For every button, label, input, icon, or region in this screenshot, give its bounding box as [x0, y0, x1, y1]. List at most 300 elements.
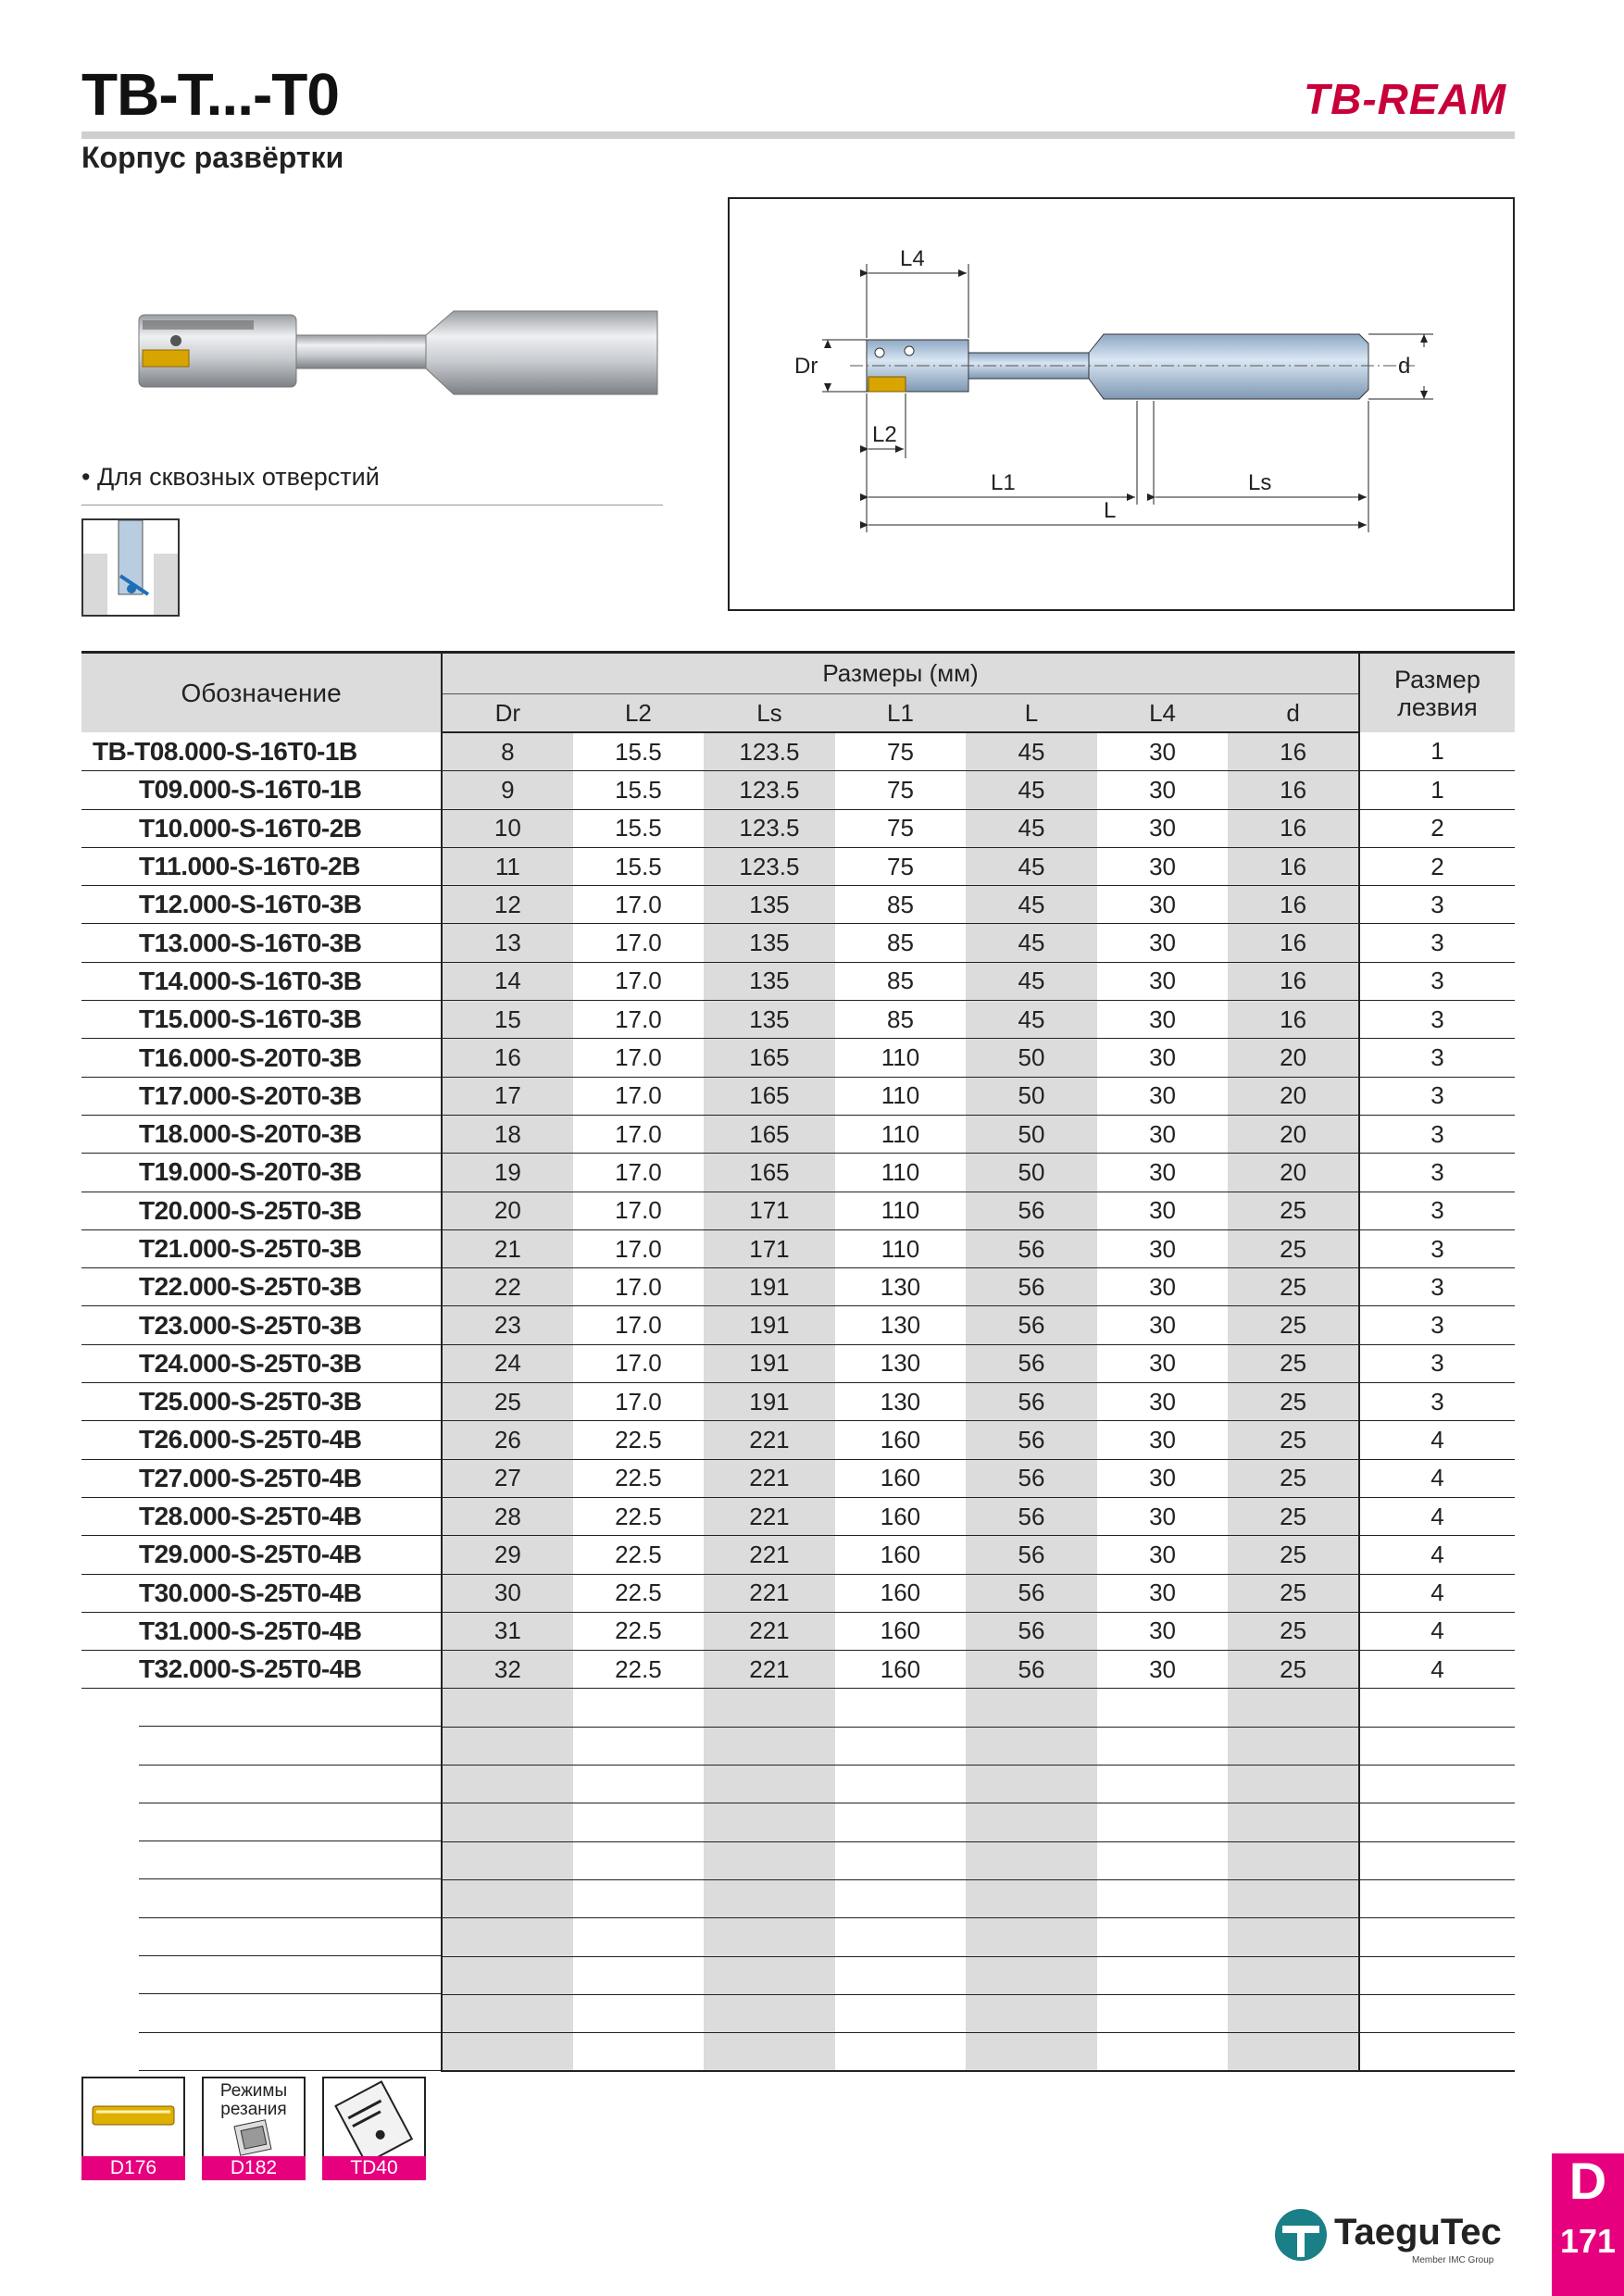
dimension-cell-dr: 9: [442, 771, 573, 809]
dimension-cell-ls: 191: [704, 1383, 835, 1421]
dimension-cell-l2: 22.5: [573, 1536, 705, 1574]
dimension-cell-l: 45: [966, 886, 1097, 924]
blank-row: [81, 1918, 1515, 1956]
empty-cell: [1097, 1918, 1229, 1956]
dimension-cell-l: 56: [966, 1192, 1097, 1229]
empty-cell: [704, 1956, 835, 1994]
dimension-cell-l1: 160: [835, 1651, 967, 1689]
dimension-cell-l4: 30: [1097, 1192, 1229, 1229]
empty-cell: [1359, 1803, 1515, 1841]
table-row: [81, 1459, 1515, 1497]
designation-code: T12.000-S-16T0-3B: [139, 890, 362, 919]
dimension-cell-d: 25: [1228, 1192, 1359, 1229]
dimension-cell-ls: 191: [704, 1268, 835, 1306]
designation-code: T08.000-S-16T0-1B: [134, 736, 357, 766]
empty-cell: [442, 1689, 573, 1727]
table-row: [81, 847, 1515, 885]
reference-insert[interactable]: [81, 2077, 185, 2180]
designation-cell: [81, 962, 442, 1000]
dimension-cell-ls: 221: [704, 1421, 835, 1459]
empty-cell: [1228, 1841, 1359, 1879]
designation-cell: [81, 1766, 442, 1803]
blank-row: [81, 1841, 1515, 1879]
dimension-cell-l1: 110: [835, 1192, 967, 1229]
dimension-cell-ls: 171: [704, 1192, 835, 1229]
empty-cell: [1359, 1956, 1515, 1994]
empty-cell: [573, 1766, 705, 1803]
blank-row: [81, 1727, 1515, 1765]
empty-cell: [704, 1689, 835, 1727]
dimension-cell-ls: 165: [704, 1115, 835, 1153]
empty-cell: [442, 1879, 573, 1917]
dimension-cell-l: 56: [966, 1344, 1097, 1382]
table-row: [81, 1383, 1515, 1421]
edge-size-cell: 2: [1359, 809, 1515, 847]
empty-cell: [966, 2033, 1097, 2072]
dimension-cell-l2: 17.0: [573, 886, 705, 924]
dimension-cell-l4: 30: [1097, 1574, 1229, 1612]
designation-cell: [81, 1459, 442, 1497]
dimension-cell-d: 25: [1228, 1383, 1359, 1421]
dimension-cell-d: 16: [1228, 847, 1359, 885]
table-row: [81, 1192, 1515, 1229]
table-row: [81, 1001, 1515, 1039]
empty-cell: [966, 1918, 1097, 1956]
edge-size-cell: 4: [1359, 1651, 1515, 1689]
dimension-cell-l4: 30: [1097, 771, 1229, 809]
dimension-cell-l: 45: [966, 1001, 1097, 1039]
header-l: L: [966, 694, 1097, 733]
dimension-cell-dr: 31: [442, 1612, 573, 1650]
dimension-cell-l: 45: [966, 732, 1097, 771]
dimension-cell-ls: 221: [704, 1459, 835, 1497]
reference-label: TD40: [322, 2156, 426, 2180]
dimension-cell-d: 16: [1228, 924, 1359, 962]
dimension-cell-l1: 75: [835, 732, 967, 771]
dimension-cell-l4: 30: [1097, 962, 1229, 1000]
empty-cell: [1359, 1727, 1515, 1765]
table-row: [81, 1574, 1515, 1612]
table-row: [81, 924, 1515, 962]
dimension-cell-l: 56: [966, 1497, 1097, 1535]
edge-size-cell: 3: [1359, 924, 1515, 962]
empty-cell: [442, 1956, 573, 1994]
designation-cell: [81, 2033, 442, 2072]
empty-cell: [966, 1841, 1097, 1879]
table-row: [81, 771, 1515, 809]
dimension-cell-l: 45: [966, 771, 1097, 809]
table-row: [81, 1344, 1515, 1382]
page-subtitle: Корпус развёртки: [81, 141, 344, 174]
empty-cell: [1228, 1689, 1359, 1727]
empty-cell: [1359, 2033, 1515, 2072]
edge-size-cell: 3: [1359, 1229, 1515, 1267]
empty-cell: [1228, 1994, 1359, 2032]
dimension-cell-l: 56: [966, 1612, 1097, 1650]
empty-cell: [1359, 1689, 1515, 1727]
empty-cell: [442, 1841, 573, 1879]
dimension-cell-ls: 221: [704, 1612, 835, 1650]
dimension-cell-dr: 13: [442, 924, 573, 962]
page-title: TB-T...-T0: [81, 61, 339, 128]
empty-cell: [442, 1727, 573, 1765]
dimension-cell-l4: 30: [1097, 732, 1229, 771]
blank-row: [81, 1994, 1515, 2032]
designation-cell: [81, 1229, 442, 1267]
dimension-cell-l: 56: [966, 1459, 1097, 1497]
logo-subtext: Member IMC Group: [1412, 2255, 1494, 2265]
dim-label-dr: Dr: [794, 354, 818, 379]
dimension-cell-l2: 17.0: [573, 1192, 705, 1229]
designation-cell: [81, 1574, 442, 1612]
dimension-cell-l2: 22.5: [573, 1612, 705, 1650]
dimension-cell-d: 25: [1228, 1344, 1359, 1382]
dimension-cell-d: 20: [1228, 1115, 1359, 1153]
empty-cell: [704, 1994, 835, 2032]
designation-cell: [81, 1383, 442, 1421]
designation-code: T28.000-S-25T0-4B: [139, 1502, 362, 1531]
blank-row: [81, 2033, 1515, 2072]
designation-cell: [81, 1039, 442, 1077]
header-dimensions: Размеры (мм): [442, 653, 1359, 694]
edge-size-cell: 4: [1359, 1497, 1515, 1535]
brand-logo: TB-REAM: [1304, 75, 1507, 123]
designation-code: T20.000-S-25T0-3B: [139, 1195, 362, 1225]
dimension-cell-ls: 221: [704, 1574, 835, 1612]
dimension-cell-l: 45: [966, 924, 1097, 962]
empty-cell: [704, 1879, 835, 1917]
taegutec-logo: [1273, 2203, 1523, 2266]
designation-code: T27.000-S-25T0-4B: [139, 1463, 362, 1492]
designation-code: T32.000-S-25T0-4B: [139, 1654, 362, 1684]
empty-cell: [573, 1727, 705, 1765]
dimension-cell-l4: 30: [1097, 1268, 1229, 1306]
designation-cell: [81, 1077, 442, 1115]
empty-cell: [835, 1956, 967, 1994]
designation-cell: [81, 1612, 442, 1650]
reference-text: Режимы резания: [219, 2081, 288, 2119]
empty-cell: [1359, 1918, 1515, 1956]
header-dr: Dr: [442, 694, 573, 733]
dimension-cell-l: 50: [966, 1154, 1097, 1192]
dimension-cell-dr: 22: [442, 1268, 573, 1306]
table-row: [81, 732, 1515, 771]
dimension-cell-l1: 110: [835, 1039, 967, 1077]
dimension-cell-d: 25: [1228, 1268, 1359, 1306]
through-hole-icon: [81, 518, 180, 617]
dimension-cell-l: 45: [966, 847, 1097, 885]
dimension-cell-l1: 130: [835, 1344, 967, 1382]
designation-code: T16.000-S-20T0-3B: [139, 1042, 362, 1072]
table-row: [81, 1115, 1515, 1153]
designation-code: T18.000-S-20T0-3B: [139, 1119, 362, 1149]
blank-row: [81, 1803, 1515, 1841]
dimension-cell-d: 16: [1228, 771, 1359, 809]
dimension-cell-ls: 165: [704, 1077, 835, 1115]
dimension-cell-ls: 123.5: [704, 732, 835, 771]
dimension-cell-l2: 15.5: [573, 732, 705, 771]
dimension-cell-d: 25: [1228, 1229, 1359, 1267]
dimension-cell-d: 20: [1228, 1039, 1359, 1077]
table-row: [81, 1497, 1515, 1535]
dimension-cell-dr: 8: [442, 732, 573, 771]
empty-cell: [573, 2033, 705, 2072]
empty-cell: [1228, 2033, 1359, 2072]
edge-size-cell: 3: [1359, 962, 1515, 1000]
empty-cell: [1097, 1994, 1229, 2032]
edge-size-cell: 1: [1359, 732, 1515, 771]
designation-cell: [81, 732, 442, 771]
edge-size-cell: 3: [1359, 1154, 1515, 1192]
header-l2: L2: [573, 694, 705, 733]
empty-cell: [1097, 1689, 1229, 1727]
dimension-cell-ls: 165: [704, 1154, 835, 1192]
section-letter: D: [1568, 2152, 1607, 2210]
header-l4: L4: [1097, 694, 1229, 733]
dimension-cell-l: 50: [966, 1115, 1097, 1153]
empty-cell: [835, 1803, 967, 1841]
dimension-cell-l4: 30: [1097, 1344, 1229, 1382]
header-l1: L1: [835, 694, 967, 733]
dimension-cell-d: 16: [1228, 809, 1359, 847]
dimension-cell-d: 25: [1228, 1306, 1359, 1344]
empty-cell: [1359, 1766, 1515, 1803]
dimension-cell-d: 16: [1228, 1001, 1359, 1039]
empty-cell: [1359, 1841, 1515, 1879]
dimension-cell-ls: 165: [704, 1039, 835, 1077]
dimension-cell-l1: 160: [835, 1459, 967, 1497]
dimension-cell-l2: 17.0: [573, 1039, 705, 1077]
dimension-cell-ls: 221: [704, 1497, 835, 1535]
empty-cell: [1097, 1803, 1229, 1841]
designation-cell: [81, 809, 442, 847]
dimension-cell-ls: 135: [704, 962, 835, 1000]
header-edge-size: Размер лезвия: [1359, 653, 1515, 733]
designation-cell: [81, 1803, 442, 1841]
designation-cell: [81, 1306, 442, 1344]
logo-text: TaeguTec: [1334, 2212, 1502, 2252]
table-row: [81, 962, 1515, 1000]
dimension-cell-l2: 17.0: [573, 1344, 705, 1382]
edge-size-cell: 4: [1359, 1574, 1515, 1612]
empty-cell: [1228, 1803, 1359, 1841]
dimension-cell-l1: 110: [835, 1229, 967, 1267]
designation-prefix: TB-: [93, 736, 135, 766]
table-row: [81, 1536, 1515, 1574]
empty-cell: [704, 1803, 835, 1841]
empty-cell: [835, 1879, 967, 1917]
dimension-cell-dr: 27: [442, 1459, 573, 1497]
dimension-cell-dr: 25: [442, 1383, 573, 1421]
empty-cell: [573, 1956, 705, 1994]
designation-code: T11.000-S-16T0-2B: [139, 852, 360, 881]
dimension-cell-l1: 110: [835, 1154, 967, 1192]
dimension-cell-d: 25: [1228, 1536, 1359, 1574]
edge-size-cell: 3: [1359, 1306, 1515, 1344]
designation-cell: [81, 847, 442, 885]
dim-label-d: d: [1398, 354, 1411, 379]
designation-cell: [81, 1841, 442, 1879]
dimension-cell-l1: 85: [835, 924, 967, 962]
dimension-cell-l4: 30: [1097, 1383, 1229, 1421]
empty-cell: [835, 1918, 967, 1956]
table-row: [81, 1612, 1515, 1650]
dimension-cell-dr: 26: [442, 1421, 573, 1459]
dimension-cell-l2: 17.0: [573, 1306, 705, 1344]
specification-table: [81, 651, 1515, 2072]
dimension-cell-dr: 23: [442, 1306, 573, 1344]
empty-cell: [966, 1994, 1097, 2032]
empty-cell: [966, 1727, 1097, 1765]
dimension-cell-ls: 135: [704, 886, 835, 924]
blank-row: [81, 1766, 1515, 1803]
dimension-cell-ls: 191: [704, 1306, 835, 1344]
designation-code: T31.000-S-25T0-4B: [139, 1616, 362, 1645]
header-designation: Обозначение: [81, 653, 442, 733]
dimension-cell-l4: 30: [1097, 1077, 1229, 1115]
edge-size-cell: 3: [1359, 1268, 1515, 1306]
dimension-cell-l1: 130: [835, 1306, 967, 1344]
edge-size-cell: 3: [1359, 1001, 1515, 1039]
dimension-cell-l2: 22.5: [573, 1421, 705, 1459]
dimension-cell-l2: 15.5: [573, 847, 705, 885]
dimension-cell-l: 56: [966, 1574, 1097, 1612]
dimension-cell-d: 16: [1228, 732, 1359, 771]
designation-cell: [81, 1689, 442, 1727]
header-d: d: [1228, 694, 1359, 733]
dimension-cell-l: 56: [966, 1229, 1097, 1267]
dimension-cell-l4: 30: [1097, 1001, 1229, 1039]
empty-cell: [704, 1727, 835, 1765]
designation-cell: [81, 1001, 442, 1039]
dimension-cell-l2: 22.5: [573, 1651, 705, 1689]
empty-cell: [1228, 1727, 1359, 1765]
empty-cell: [966, 1879, 1097, 1917]
blank-row: [81, 1956, 1515, 1994]
dim-label-l: L: [1104, 498, 1117, 523]
dim-label-ls: Ls: [1248, 470, 1272, 495]
dimension-cell-l: 56: [966, 1651, 1097, 1689]
designation-cell: [81, 1651, 442, 1689]
edge-size-cell: 3: [1359, 1344, 1515, 1382]
empty-cell: [835, 1994, 967, 2032]
designation-cell: [81, 1115, 442, 1153]
dimension-cell-l: 56: [966, 1306, 1097, 1344]
designation-code: T26.000-S-25T0-4B: [139, 1425, 362, 1454]
dimension-drawing: [728, 197, 1515, 611]
reference-technical-guide[interactable]: [322, 2077, 426, 2180]
designation-code: T09.000-S-16T0-1B: [139, 775, 362, 805]
dimension-cell-l1: 160: [835, 1612, 967, 1650]
dimension-cell-l1: 75: [835, 771, 967, 809]
empty-cell: [835, 1766, 967, 1803]
empty-cell: [966, 1766, 1097, 1803]
blank-row: [81, 1879, 1515, 1917]
empty-cell: [1097, 1841, 1229, 1879]
dimension-cell-dr: 10: [442, 809, 573, 847]
dimension-cell-l2: 22.5: [573, 1459, 705, 1497]
dimension-cell-ls: 221: [704, 1536, 835, 1574]
empty-cell: [573, 1994, 705, 2032]
empty-cell: [1228, 1766, 1359, 1803]
dimension-cell-l1: 85: [835, 962, 967, 1000]
dimension-cell-l1: 75: [835, 809, 967, 847]
dimension-cell-l4: 30: [1097, 1306, 1229, 1344]
dimension-cell-l2: 17.0: [573, 1229, 705, 1267]
dimension-cell-l: 50: [966, 1077, 1097, 1115]
dimension-cell-l: 45: [966, 809, 1097, 847]
empty-cell: [1359, 1994, 1515, 2032]
empty-cell: [573, 1841, 705, 1879]
table-row: [81, 1154, 1515, 1192]
empty-cell: [442, 1766, 573, 1803]
designation-code: T13.000-S-16T0-3B: [139, 928, 362, 957]
title-divider: [81, 131, 1515, 139]
dimension-cell-d: 25: [1228, 1651, 1359, 1689]
dim-label-l1: L1: [991, 470, 1016, 495]
dimension-cell-l4: 30: [1097, 1612, 1229, 1650]
reamer-body-photo: [83, 278, 676, 435]
designation-code: T24.000-S-25T0-3B: [139, 1348, 362, 1378]
designation-cell: [81, 1268, 442, 1306]
dimension-cell-d: 25: [1228, 1497, 1359, 1535]
reference-label: D182: [202, 2156, 306, 2180]
dimension-cell-dr: 14: [442, 962, 573, 1000]
dim-label-l4: L4: [900, 246, 925, 271]
technical-guide-icon: [324, 2078, 424, 2156]
designation-cell: [81, 1192, 442, 1229]
designation-code: T10.000-S-16T0-2B: [139, 813, 362, 842]
table-row: [81, 1077, 1515, 1115]
dimension-cell-d: 20: [1228, 1077, 1359, 1115]
dimension-cell-dr: 21: [442, 1229, 573, 1267]
dimension-cell-l4: 30: [1097, 1651, 1229, 1689]
dimension-cell-ls: 171: [704, 1229, 835, 1267]
edge-size-cell: 3: [1359, 1383, 1515, 1421]
dimension-cell-l2: 22.5: [573, 1574, 705, 1612]
edge-size-cell: 3: [1359, 1192, 1515, 1229]
dimension-cell-d: 25: [1228, 1612, 1359, 1650]
dimension-cell-dr: 32: [442, 1651, 573, 1689]
dimension-cell-dr: 15: [442, 1001, 573, 1039]
dimension-cell-l4: 30: [1097, 1229, 1229, 1267]
page-number: 171: [1559, 2222, 1617, 2260]
empty-cell: [966, 1803, 1097, 1841]
designation-code: T19.000-S-20T0-3B: [139, 1157, 362, 1187]
designation-cell: [81, 1918, 442, 1956]
empty-cell: [1097, 1766, 1229, 1803]
dimension-cell-l: 50: [966, 1039, 1097, 1077]
reference-cutting-conditions[interactable]: [202, 2077, 306, 2180]
empty-cell: [442, 1994, 573, 2032]
edge-size-cell: 4: [1359, 1536, 1515, 1574]
empty-cell: [442, 1918, 573, 1956]
edge-size-cell: 1: [1359, 771, 1515, 809]
edge-size-cell: 3: [1359, 1077, 1515, 1115]
empty-cell: [1228, 1918, 1359, 1956]
empty-cell: [966, 1956, 1097, 1994]
empty-cell: [1097, 2033, 1229, 2072]
dimension-cell-l2: 17.0: [573, 1383, 705, 1421]
dimension-cell-l4: 30: [1097, 1154, 1229, 1192]
dimension-cell-l4: 30: [1097, 847, 1229, 885]
header-ls: Ls: [704, 694, 835, 733]
designation-cell: [81, 1727, 442, 1765]
empty-cell: [704, 2033, 835, 2072]
dimension-cell-dr: 16: [442, 1039, 573, 1077]
empty-cell: [573, 1689, 705, 1727]
dimension-cell-ls: 135: [704, 924, 835, 962]
